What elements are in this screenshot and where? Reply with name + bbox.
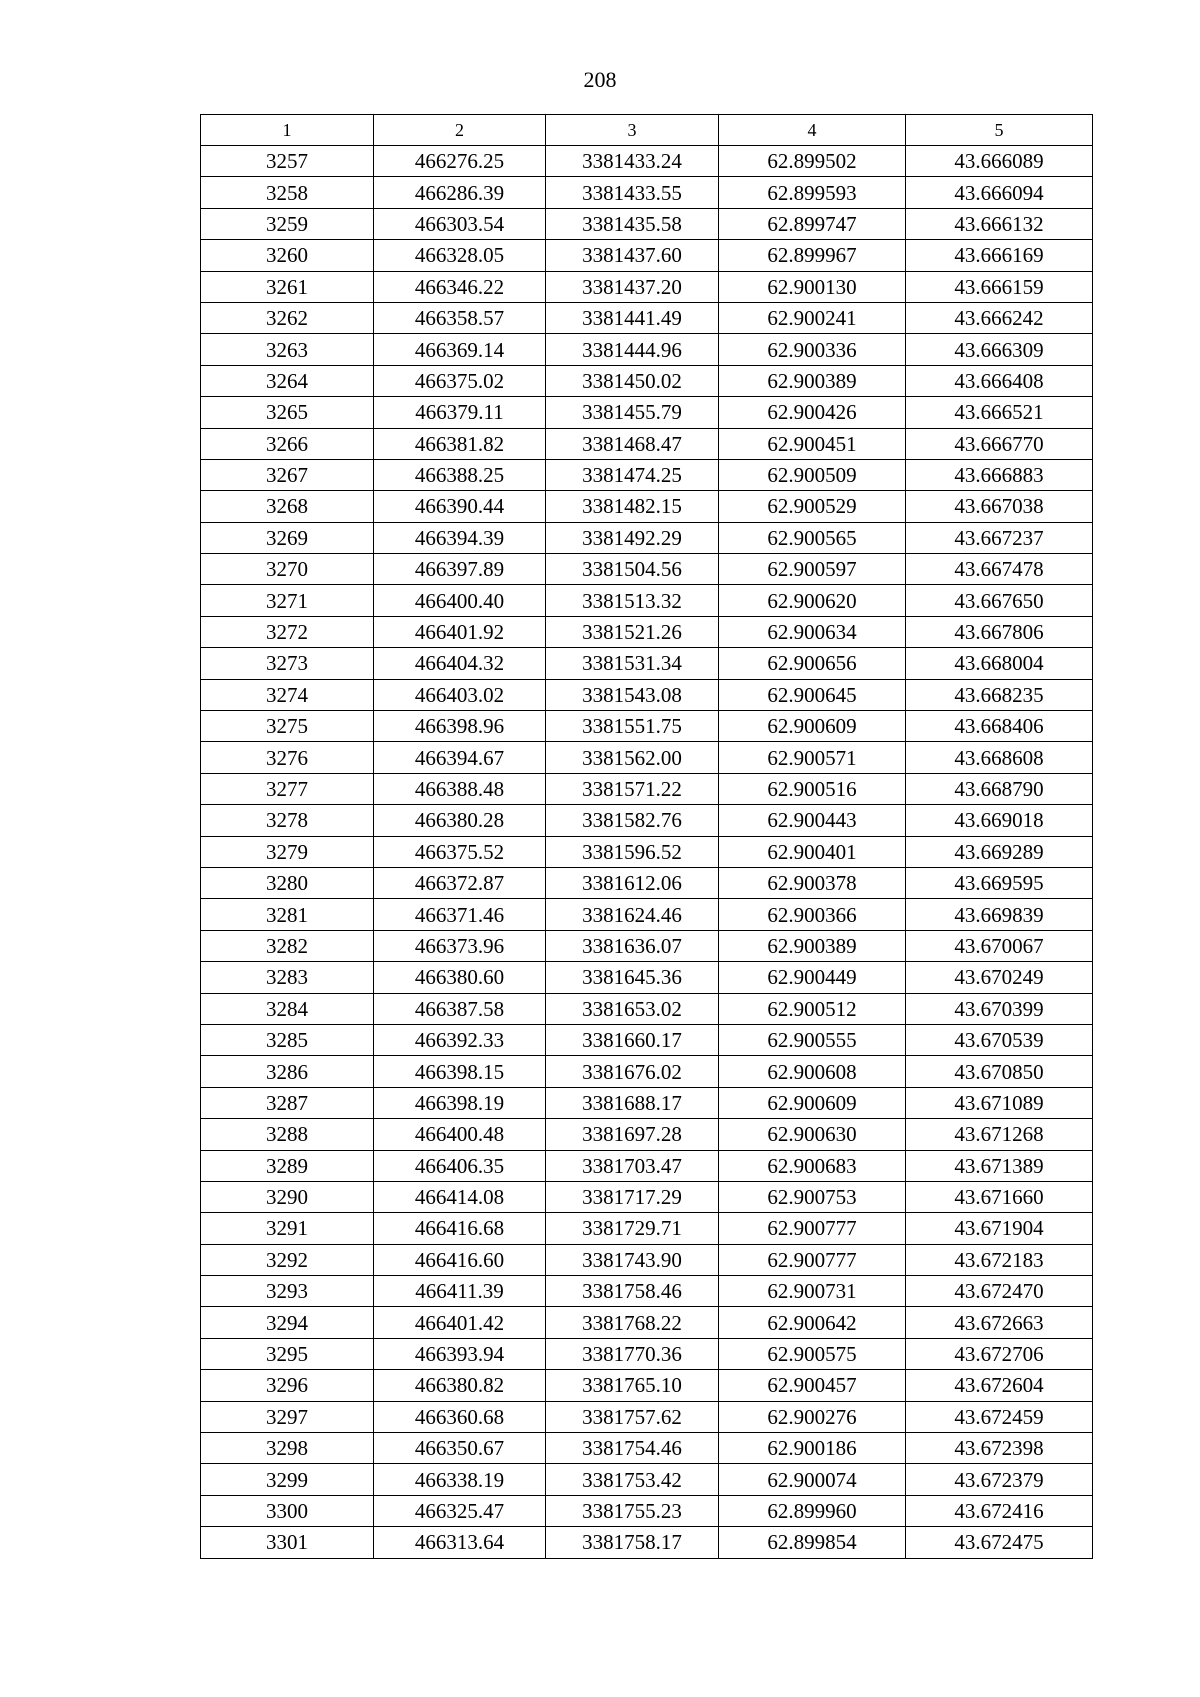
table-row <box>201 1338 1093 1369</box>
table-row <box>201 899 1093 930</box>
table-cell: 62.900457 <box>719 1370 906 1401</box>
table-cell: 466338.19 <box>374 1464 546 1495</box>
table-cell: 3381729.71 <box>546 1213 719 1244</box>
table-cell: 43.670539 <box>906 1024 1093 1055</box>
coordinates-table <box>200 114 1093 1559</box>
table-row <box>201 742 1093 773</box>
table-cell: 466373.96 <box>374 930 546 961</box>
table-cell: 62.899960 <box>719 1495 906 1526</box>
table-cell: 3261 <box>201 271 374 302</box>
table-row <box>201 271 1093 302</box>
table-row <box>201 428 1093 459</box>
table-cell: 62.900389 <box>719 930 906 961</box>
table-cell: 3381582.76 <box>546 805 719 836</box>
table-row <box>201 1433 1093 1464</box>
table-cell: 3381441.49 <box>546 302 719 333</box>
table-cell: 3284 <box>201 993 374 1024</box>
table-row <box>201 962 1093 993</box>
table-cell: 466401.92 <box>374 616 546 647</box>
table-row <box>201 1276 1093 1307</box>
table-cell: 43.668608 <box>906 742 1093 773</box>
table-cell: 3294 <box>201 1307 374 1338</box>
table-cell: 466375.02 <box>374 365 546 396</box>
table-cell: 3381571.22 <box>546 773 719 804</box>
table-cell: 3381743.90 <box>546 1244 719 1275</box>
table-row <box>201 1370 1093 1401</box>
table-cell: 43.666159 <box>906 271 1093 302</box>
table-row <box>201 711 1093 742</box>
table-cell: 3381433.24 <box>546 146 719 177</box>
table-cell: 62.900630 <box>719 1119 906 1150</box>
table-cell: 466375.52 <box>374 836 546 867</box>
table-cell: 466360.68 <box>374 1401 546 1432</box>
table-row <box>201 1181 1093 1212</box>
table-cell: 3381765.10 <box>546 1370 719 1401</box>
table-cell: 62.900634 <box>719 616 906 647</box>
table-cell: 3381562.00 <box>546 742 719 773</box>
table-cell: 3381435.58 <box>546 208 719 239</box>
table-cell: 3263 <box>201 334 374 365</box>
table-row <box>201 867 1093 898</box>
table-cell: 3381531.34 <box>546 648 719 679</box>
table-cell: 62.900555 <box>719 1024 906 1055</box>
table-row <box>201 302 1093 333</box>
table-cell: 3278 <box>201 805 374 836</box>
table-cell: 3381676.02 <box>546 1056 719 1087</box>
table-row <box>201 1527 1093 1558</box>
table-cell: 3381660.17 <box>546 1024 719 1055</box>
table-cell: 43.667478 <box>906 554 1093 585</box>
table-row <box>201 208 1093 239</box>
table-cell: 3381757.62 <box>546 1401 719 1432</box>
table-row <box>201 334 1093 365</box>
table-cell: 43.670850 <box>906 1056 1093 1087</box>
table-row <box>201 1307 1093 1338</box>
table-cell: 3381551.75 <box>546 711 719 742</box>
table-cell: 43.668235 <box>906 679 1093 710</box>
table-cell: 43.669289 <box>906 836 1093 867</box>
table-cell: 466394.39 <box>374 522 546 553</box>
table-cell: 466325.47 <box>374 1495 546 1526</box>
table-cell: 3266 <box>201 428 374 459</box>
table-cell: 3381492.29 <box>546 522 719 553</box>
table-row <box>201 146 1093 177</box>
table-cell: 3258 <box>201 177 374 208</box>
table-row <box>201 491 1093 522</box>
table-cell: 62.900620 <box>719 585 906 616</box>
table-cell: 62.900753 <box>719 1181 906 1212</box>
table-cell: 3381754.46 <box>546 1433 719 1464</box>
table-cell: 3298 <box>201 1433 374 1464</box>
table-cell: 43.666770 <box>906 428 1093 459</box>
table-cell: 3269 <box>201 522 374 553</box>
table-cell: 43.666242 <box>906 302 1093 333</box>
table-row <box>201 397 1093 428</box>
table-cell: 3381437.20 <box>546 271 719 302</box>
table-cell: 43.672706 <box>906 1338 1093 1369</box>
table-cell: 43.672604 <box>906 1370 1093 1401</box>
table-cell: 466400.40 <box>374 585 546 616</box>
table-cell: 43.668790 <box>906 773 1093 804</box>
table-cell: 466379.11 <box>374 397 546 428</box>
table-row <box>201 836 1093 867</box>
table-cell: 3381758.46 <box>546 1276 719 1307</box>
page-number: 208 <box>583 67 617 92</box>
table-cell: 466358.57 <box>374 302 546 333</box>
column-header: 2 <box>374 115 546 146</box>
table-cell: 62.900443 <box>719 805 906 836</box>
table-cell: 466388.48 <box>374 773 546 804</box>
table-cell: 43.667806 <box>906 616 1093 647</box>
table-header-row <box>201 115 1093 146</box>
table-cell: 466369.14 <box>374 334 546 365</box>
table-cell: 62.900731 <box>719 1276 906 1307</box>
table-cell: 43.667237 <box>906 522 1093 553</box>
table-cell: 62.900608 <box>719 1056 906 1087</box>
table-cell: 3381543.08 <box>546 679 719 710</box>
table-cell: 3299 <box>201 1464 374 1495</box>
table-cell: 43.669018 <box>906 805 1093 836</box>
table-cell: 3300 <box>201 1495 374 1526</box>
table-cell: 43.669839 <box>906 899 1093 930</box>
table-cell: 466416.60 <box>374 1244 546 1275</box>
table-cell: 466380.60 <box>374 962 546 993</box>
table-cell: 62.900777 <box>719 1244 906 1275</box>
table-cell: 43.672379 <box>906 1464 1093 1495</box>
table-row <box>201 1213 1093 1244</box>
table-cell: 466388.25 <box>374 459 546 490</box>
table-row <box>201 1495 1093 1526</box>
table-row <box>201 1244 1093 1275</box>
table-cell: 3381612.06 <box>546 867 719 898</box>
table-cell: 62.900426 <box>719 397 906 428</box>
table-cell: 3287 <box>201 1087 374 1118</box>
table-cell: 3301 <box>201 1527 374 1558</box>
table-cell: 3381624.46 <box>546 899 719 930</box>
table-cell: 466303.54 <box>374 208 546 239</box>
table-row <box>201 679 1093 710</box>
table-cell: 43.670067 <box>906 930 1093 961</box>
table-row <box>201 1056 1093 1087</box>
table-cell: 466393.94 <box>374 1338 546 1369</box>
table-cell: 3276 <box>201 742 374 773</box>
table-cell: 43.670399 <box>906 993 1093 1024</box>
table-cell: 3296 <box>201 1370 374 1401</box>
table-cell: 466346.22 <box>374 271 546 302</box>
table-cell: 62.900509 <box>719 459 906 490</box>
table-cell: 62.900336 <box>719 334 906 365</box>
table-row <box>201 805 1093 836</box>
table-cell: 3381758.17 <box>546 1527 719 1558</box>
table-cell: 466404.32 <box>374 648 546 679</box>
table-cell: 3289 <box>201 1150 374 1181</box>
table-cell: 62.900449 <box>719 962 906 993</box>
table-cell: 62.900378 <box>719 867 906 898</box>
table-cell: 466411.39 <box>374 1276 546 1307</box>
table-cell: 3381513.32 <box>546 585 719 616</box>
table-cell: 3265 <box>201 397 374 428</box>
table-body <box>201 146 1093 1559</box>
table-cell: 3281 <box>201 899 374 930</box>
table-cell: 43.666132 <box>906 208 1093 239</box>
table-cell: 3381482.15 <box>546 491 719 522</box>
table-cell: 466416.68 <box>374 1213 546 1244</box>
table-row <box>201 459 1093 490</box>
table-cell: 3262 <box>201 302 374 333</box>
table-cell: 466276.25 <box>374 146 546 177</box>
table-cell: 62.900276 <box>719 1401 906 1432</box>
table-cell: 3381455.79 <box>546 397 719 428</box>
table-cell: 43.666094 <box>906 177 1093 208</box>
table-cell: 43.666309 <box>906 334 1093 365</box>
table-cell: 3381770.36 <box>546 1338 719 1369</box>
table-cell: 43.668406 <box>906 711 1093 742</box>
table-row <box>201 648 1093 679</box>
table-cell: 3381433.55 <box>546 177 719 208</box>
table-cell: 3381645.36 <box>546 962 719 993</box>
table-cell: 3285 <box>201 1024 374 1055</box>
table-cell: 3273 <box>201 648 374 679</box>
table-cell: 466394.67 <box>374 742 546 773</box>
table-row <box>201 240 1093 271</box>
table-cell: 62.900571 <box>719 742 906 773</box>
table-cell: 3271 <box>201 585 374 616</box>
table-cell: 466398.96 <box>374 711 546 742</box>
table-cell: 466350.67 <box>374 1433 546 1464</box>
table-cell: 43.666883 <box>906 459 1093 490</box>
table-cell: 62.900575 <box>719 1338 906 1369</box>
table-cell: 62.900777 <box>719 1213 906 1244</box>
table-cell: 3381468.47 <box>546 428 719 459</box>
table-cell: 466400.48 <box>374 1119 546 1150</box>
table-cell: 3274 <box>201 679 374 710</box>
table-cell: 62.900683 <box>719 1150 906 1181</box>
table-cell: 43.671089 <box>906 1087 1093 1118</box>
table-cell: 466401.42 <box>374 1307 546 1338</box>
table-cell: 466286.39 <box>374 177 546 208</box>
table-cell: 43.667650 <box>906 585 1093 616</box>
table-cell: 466313.64 <box>374 1527 546 1558</box>
table-cell: 62.899502 <box>719 146 906 177</box>
table-cell: 3381504.56 <box>546 554 719 585</box>
table-row <box>201 585 1093 616</box>
table-cell: 3291 <box>201 1213 374 1244</box>
table-cell: 3381653.02 <box>546 993 719 1024</box>
table-cell: 466406.35 <box>374 1150 546 1181</box>
table-cell: 3381596.52 <box>546 836 719 867</box>
table-cell: 466381.82 <box>374 428 546 459</box>
table-cell: 3257 <box>201 146 374 177</box>
table-row <box>201 1150 1093 1181</box>
table-cell: 62.900366 <box>719 899 906 930</box>
column-header: 5 <box>906 115 1093 146</box>
table-cell: 466371.46 <box>374 899 546 930</box>
table-row <box>201 1087 1093 1118</box>
table-cell: 3295 <box>201 1338 374 1369</box>
table-cell: 3259 <box>201 208 374 239</box>
table-cell: 3260 <box>201 240 374 271</box>
table-cell: 62.900451 <box>719 428 906 459</box>
table-cell: 43.671904 <box>906 1213 1093 1244</box>
table-cell: 3381717.29 <box>546 1181 719 1212</box>
table-cell: 62.899747 <box>719 208 906 239</box>
table-cell: 62.900645 <box>719 679 906 710</box>
table-cell: 43.666169 <box>906 240 1093 271</box>
table-cell: 43.666408 <box>906 365 1093 396</box>
table-cell: 62.900389 <box>719 365 906 396</box>
table-cell: 466380.28 <box>374 805 546 836</box>
table-cell: 62.900512 <box>719 993 906 1024</box>
table-cell: 466328.05 <box>374 240 546 271</box>
table-cell: 62.900642 <box>719 1307 906 1338</box>
table-cell: 62.900074 <box>719 1464 906 1495</box>
table-cell: 62.900609 <box>719 711 906 742</box>
table-cell: 3381450.02 <box>546 365 719 396</box>
table-cell: 43.671660 <box>906 1181 1093 1212</box>
table-cell: 62.900609 <box>719 1087 906 1118</box>
table-cell: 3381768.22 <box>546 1307 719 1338</box>
table-cell: 3282 <box>201 930 374 961</box>
table-cell: 3277 <box>201 773 374 804</box>
table-cell: 3381697.28 <box>546 1119 719 1150</box>
table-cell: 62.900565 <box>719 522 906 553</box>
table-cell: 62.900186 <box>719 1433 906 1464</box>
table-cell: 43.666521 <box>906 397 1093 428</box>
table-cell: 3297 <box>201 1401 374 1432</box>
table-cell: 3293 <box>201 1276 374 1307</box>
table-row <box>201 1401 1093 1432</box>
table-cell: 62.899593 <box>719 177 906 208</box>
table-cell: 3268 <box>201 491 374 522</box>
table-row <box>201 1119 1093 1150</box>
table-row <box>201 930 1093 961</box>
table-cell: 3275 <box>201 711 374 742</box>
table-cell: 3279 <box>201 836 374 867</box>
table-cell: 43.671389 <box>906 1150 1093 1181</box>
table-cell: 3280 <box>201 867 374 898</box>
table-cell: 3381755.23 <box>546 1495 719 1526</box>
table-cell: 43.672663 <box>906 1307 1093 1338</box>
table-cell: 62.900529 <box>719 491 906 522</box>
table-cell: 43.672470 <box>906 1276 1093 1307</box>
table-row <box>201 1464 1093 1495</box>
table-row <box>201 773 1093 804</box>
table-cell: 3381753.42 <box>546 1464 719 1495</box>
table-cell: 466372.87 <box>374 867 546 898</box>
table-cell: 466398.19 <box>374 1087 546 1118</box>
table-cell: 3381437.60 <box>546 240 719 271</box>
table-cell: 466380.82 <box>374 1370 546 1401</box>
table-cell: 43.667038 <box>906 491 1093 522</box>
table-cell: 3288 <box>201 1119 374 1150</box>
table-row <box>201 365 1093 396</box>
table-cell: 43.671268 <box>906 1119 1093 1150</box>
table-cell: 43.672475 <box>906 1527 1093 1558</box>
table-cell: 43.668004 <box>906 648 1093 679</box>
table-cell: 3381636.07 <box>546 930 719 961</box>
table-cell: 3381444.96 <box>546 334 719 365</box>
table-cell: 62.900401 <box>719 836 906 867</box>
column-header: 4 <box>719 115 906 146</box>
table-row <box>201 1024 1093 1055</box>
table-cell: 3283 <box>201 962 374 993</box>
table-cell: 62.900241 <box>719 302 906 333</box>
column-header: 3 <box>546 115 719 146</box>
table-cell: 43.672459 <box>906 1401 1093 1432</box>
table-cell: 3270 <box>201 554 374 585</box>
table-row <box>201 616 1093 647</box>
table-cell: 62.900130 <box>719 271 906 302</box>
table-cell: 3381474.25 <box>546 459 719 490</box>
table-cell: 62.899854 <box>719 1527 906 1558</box>
table-cell: 43.672416 <box>906 1495 1093 1526</box>
table-cell: 3381521.26 <box>546 616 719 647</box>
table-cell: 3381688.17 <box>546 1087 719 1118</box>
table-cell: 43.669595 <box>906 867 1093 898</box>
table-cell: 466403.02 <box>374 679 546 710</box>
table-row <box>201 522 1093 553</box>
table-cell: 3290 <box>201 1181 374 1212</box>
table-cell: 3267 <box>201 459 374 490</box>
column-header: 1 <box>201 115 374 146</box>
table-cell: 43.672183 <box>906 1244 1093 1275</box>
table-cell: 466397.89 <box>374 554 546 585</box>
table-row <box>201 554 1093 585</box>
table-cell: 62.899967 <box>719 240 906 271</box>
table-cell: 3272 <box>201 616 374 647</box>
table-cell: 466414.08 <box>374 1181 546 1212</box>
table-cell: 62.900516 <box>719 773 906 804</box>
table-row <box>201 993 1093 1024</box>
table-cell: 466390.44 <box>374 491 546 522</box>
table-cell: 43.670249 <box>906 962 1093 993</box>
table-cell: 466398.15 <box>374 1056 546 1087</box>
table-cell: 3381703.47 <box>546 1150 719 1181</box>
table-cell: 62.900656 <box>719 648 906 679</box>
table-cell: 466392.33 <box>374 1024 546 1055</box>
table-cell: 3292 <box>201 1244 374 1275</box>
table-cell: 43.666089 <box>906 146 1093 177</box>
table-cell: 3264 <box>201 365 374 396</box>
table-cell: 62.900597 <box>719 554 906 585</box>
table-cell: 43.672398 <box>906 1433 1093 1464</box>
table-cell: 466387.58 <box>374 993 546 1024</box>
table-cell: 3286 <box>201 1056 374 1087</box>
table-row <box>201 177 1093 208</box>
